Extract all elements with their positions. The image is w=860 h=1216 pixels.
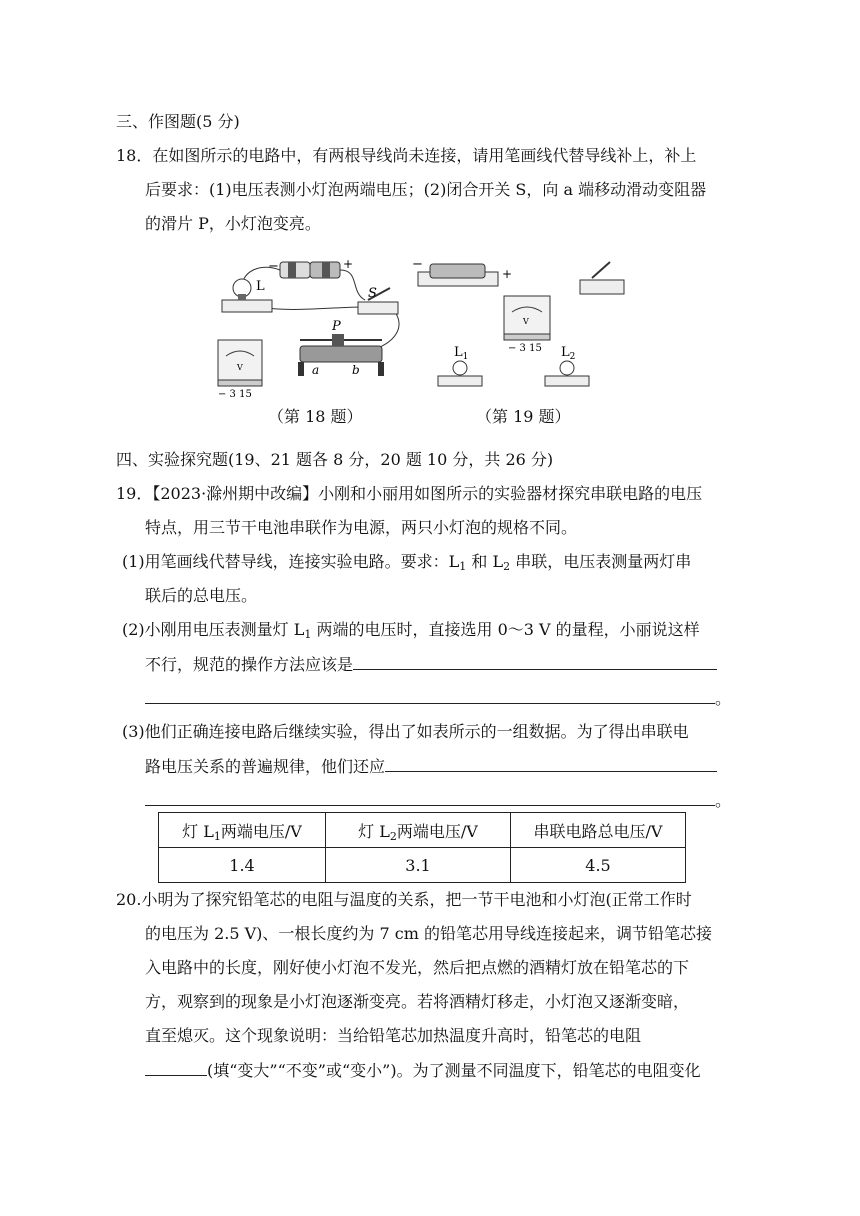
answer-blank-q20[interactable] — [145, 1059, 207, 1076]
q19-part3-line-3: 。 — [145, 789, 731, 812]
q18-line-1: 18．在如图所示的电路中，有两根导线尚未连接，请用笔画线代替导线补上，补上 — [116, 146, 697, 165]
circuit-illustration — [200, 252, 650, 432]
table-cell: 4.5 — [511, 848, 686, 883]
q19-part3-line-2: 路电压关系的普遍规律，他们还应 — [145, 755, 717, 778]
table-cell: 1.4 — [159, 848, 326, 883]
q18-line-2: 后要求：(1)电压表测小灯泡两端电压；(2)闭合开关 S，向 a 端移动滑动变阻器 — [145, 180, 707, 199]
table-header-cell: 灯 $L_2$两端电压/V — [326, 813, 511, 848]
battery-minus-19: − — [412, 257, 423, 272]
table-header-cell: 灯 $L_1$两端电压/V — [159, 813, 326, 848]
table-cell: 3.1 — [326, 848, 511, 883]
answer-blank-2a[interactable] — [353, 653, 717, 670]
section-4-title: 四、实验探究题(19、21 题各 8 分，20 题 10 分，共 26 分) — [116, 450, 554, 469]
battery-minus-18: − — [268, 259, 279, 274]
rheostat-18 — [298, 334, 384, 376]
q19-part1-line-1: (1)用笔画线代替导线，连接实验电路。要求：$L_1$ 和 $L_2$ 串联，电压表测量两灯串 — [122, 552, 692, 573]
circuit-figures — [200, 252, 650, 432]
rheostat-end-b: b — [352, 363, 360, 377]
q20-line-1: 20.小明为了探究铅笔芯的电阻与温度的关系，把一节干电池和小灯泡(正常工作时 — [116, 890, 692, 909]
q19-line-1: 19．【2023·滁州期中改编】小刚和小丽用如图所示的实验器材探究串联电路的电压 — [116, 484, 703, 503]
bulb-label-L2: $L_2$ — [561, 345, 576, 362]
bulb-label-L: L — [256, 279, 265, 294]
voltmeter-scale-19: − 3 15 — [508, 343, 542, 354]
answer-blank-2b[interactable] — [145, 687, 715, 704]
voltmeter-scale-18: − 3 15 — [218, 389, 252, 400]
caption-figure-19: （第 19 题） — [476, 407, 571, 426]
voltage-data-table — [158, 812, 686, 883]
q20-line-4: 方，观察到的现象是小灯泡逐渐变亮。若将酒精灯移走，小灯泡又逐渐变暗， — [145, 992, 690, 1011]
switch-18 — [358, 288, 398, 314]
table-row — [159, 848, 686, 883]
bulb-l2-19 — [545, 361, 589, 386]
battery-plus-18: + — [343, 257, 354, 271]
answer-blank-3a[interactable] — [385, 755, 717, 772]
q18-line-3: 的滑片 P，小灯泡变亮。 — [145, 214, 321, 233]
table-header-row — [159, 813, 686, 848]
switch-19 — [580, 262, 624, 294]
battery-plus-19: + — [502, 267, 513, 281]
table-header-cell: 串联电路总电压/V — [511, 813, 686, 848]
bulb-label-L1: $L_1$ — [454, 345, 469, 362]
voltmeter-v-19: V — [523, 317, 529, 326]
q19-part2-line-1: (2)小刚用电压表测量灯 $L_1$ 两端的电压时，直接选用 0～3 V 的量程，小丽说这样 — [122, 620, 700, 641]
rheostat-end-a: a — [312, 363, 320, 377]
q20-line-3: 入电路中的长度，刚好使小灯泡不发光，然后把点燃的酒精灯放在铅笔芯的下 — [145, 958, 690, 977]
answer-blank-3b[interactable] — [145, 789, 715, 806]
q19-part2-line-3: 。 — [145, 687, 731, 710]
q20-line-5: 直至熄灭。这个现象说明：当给铅笔芯加热温度升高时，铅笔芯的电阻 — [145, 1026, 642, 1045]
voltmeter-v-18: V — [237, 363, 243, 372]
q19-part2-line-2: 不行，规范的操作方法应该是 — [145, 653, 717, 676]
slider-label-P: P — [332, 319, 341, 334]
battery-18 — [280, 262, 340, 278]
bulb-l1-19 — [438, 361, 482, 386]
q20-line-6: (填“变大”“不变”或“变小”)。为了测量不同温度下，铅笔芯的电阻变化 — [145, 1059, 701, 1082]
switch-label-S: S — [368, 286, 377, 301]
section-3-title: 三、作图题(5 分) — [116, 112, 240, 131]
q19-part3-line-1: (3)他们正确连接电路后继续实验，得出了如表所示的一组数据。为了得出串联电 — [122, 722, 689, 741]
q20-line-2: 的电压为 2.5 V)、一根长度约为 7 cm 的铅笔芯用导线连接起来，调节铅笔芯接 — [145, 924, 712, 943]
battery-19 — [418, 264, 498, 286]
q19-part1-line-2: 联后的总电压。 — [145, 586, 258, 605]
q19-line-2: 特点，用三节干电池串联作为电源，两只小灯泡的规格不同。 — [145, 518, 578, 537]
caption-figure-18: （第 18 题） — [268, 407, 363, 426]
